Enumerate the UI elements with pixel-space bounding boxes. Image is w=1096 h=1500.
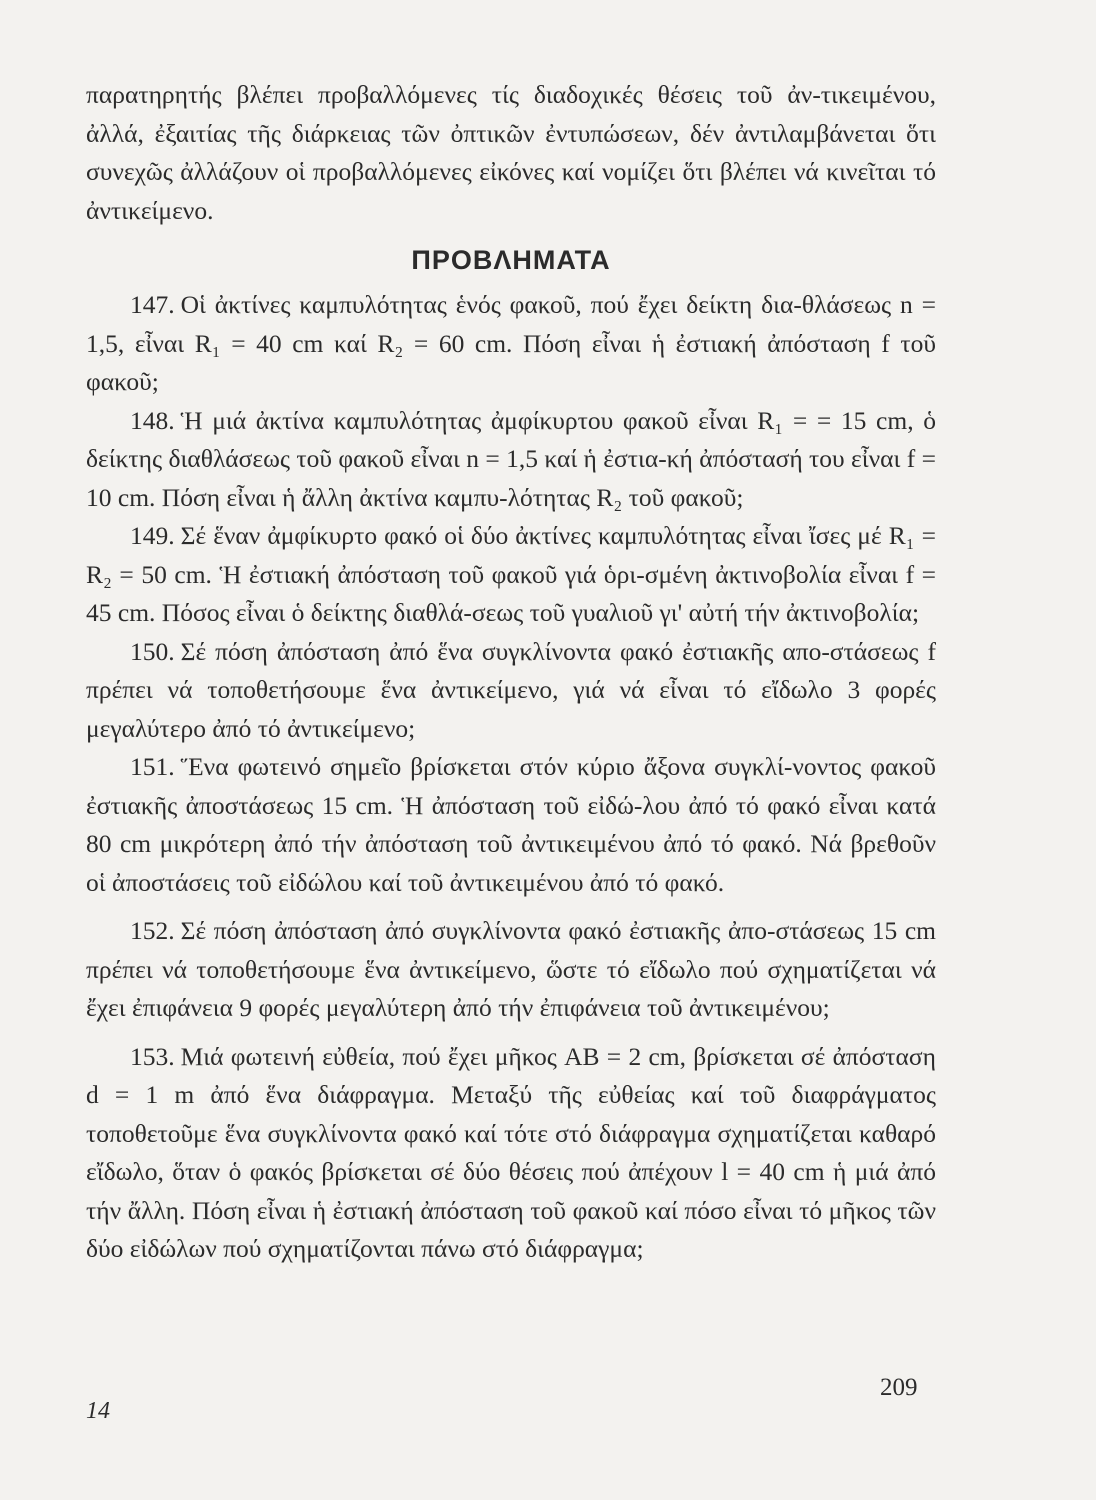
problem-text: Ἡ μιά ἀκτίνα καμπυλότητας ἀμφίκυρτου φακοῦ εἶναι R₁ = = 15 cm, ὁ δείκτης διαθλάσεως τοῦ φακοῦ εἶναι n = 1,5 καί ἡ ἐστια-κή ἀπόστασή του εἶναι f = 10 cm. Πόση εἶναι ἡ ἄλλη ἀκτίνα καμπυ-λότητας R₂ τοῦ φακοῦ; <box>86 405 936 512</box>
page-number: 209 <box>880 1374 918 1401</box>
problem-151 <box>86 748 936 902</box>
problem-153 <box>86 1038 936 1269</box>
problem-number: 148. <box>130 405 175 435</box>
problem-152 <box>86 912 936 1028</box>
problem-148 <box>86 402 936 518</box>
problem-number: 151. <box>130 752 175 781</box>
problem-149 <box>86 517 936 633</box>
problem-text: Ἕνα φωτεινό σημεῖο βρίσκεται στόν κύριο ἄξονα συγκλί-νοντος φακοῦ ἐστιακῆς ἀποστάσεως 15 cm. Ἡ ἀπόσταση τοῦ εἰδώ-λου ἀπό τό φακό εἶναι κατά 80 cm μικρότερη ἀπό τήν ἀπόσταση τοῦ ἀντικειμένου ἀπό τό φακό. Νά βρεθοῦν οἱ ἀποστάσεις τοῦ εἰδώλου καί τοῦ ἀντικειμένου ἀπό τό φακό. <box>86 752 936 897</box>
problem-text: Μιά φωτεινή εὐθεία, πού ἔχει μῆκος AB = 2 cm, βρίσκεται σέ ἀπόσταση d = 1 m ἀπό ἕνα διάφραγμα. Μεταξύ τῆς εὐθείας καί τοῦ διαφράγματος τοποθετοῦμε ἕνα συγκλίνοντα φακό καί τότε στό διάφραγμα σχηματίζεται καθαρό εἴδωλο, ὅταν ὁ φακός βρίσκεται σέ δύο θέσεις πού ἀπέχουν l = 40 cm ἡ μιά ἀπό τήν ἄλλη. Πόση εἶναι ἡ ἐστιακή ἀπόσταση τοῦ φακοῦ καί πόσο εἶναι τό μῆκος τῶν δύο εἰδώλων πού σχηματίζονται πάνω στό διάφραγμα; <box>86 1041 936 1263</box>
section-heading: ΠΡΟΒΛΗΜΑΤΑ <box>411 245 611 275</box>
problem-number: 149. <box>130 521 175 550</box>
problem-number: 152. <box>130 916 175 945</box>
problem-text: Σέ ἕναν ἀμφίκυρτο φακό οἱ δύο ἀκτίνες καμπυλότητας εἶναι ἴσες μέ R₁ = R₂ = 50 cm. Ἡ ἐστιακή ἀπόσταση τοῦ φακοῦ γιά ὁρι-σμένη ἀκτινοβολία εἶναι f = 45 cm. Πόσος εἶναι ὁ δείκτης διαθλά-σεως τοῦ γυαλιοῦ γι' αὐτή τήν ἀκτινοβολία; <box>86 521 936 627</box>
intro-paragraph: παρατηρητής βλέπει προβαλλόμενες τίς διαδοχικές θέσεις τοῦ ἀν-τικειμένου, ἀλλά, ἐξαιτίας τῆς διάρκειας τῶν ὀπτικῶν ἐντυπώσεων, δέν ἀντιλαμβάνεται ὅτι συνεχῶς ἀλλάζουν οἱ προβαλλόμενες εἰκόνες καί νομίζει ὅτι βλέπει νά κινεῖται τό ἀντικείμενο. <box>86 80 936 225</box>
problem-147 <box>86 286 936 402</box>
problem-text: Σέ πόση ἀπόσταση ἀπό ἕνα συγκλίνοντα φακό ἐστιακῆς απο-στάσεως f πρέπει νά τοποθετήσουμε ἕνα ἀντικείμενο, γιά νά εἶναι τό εἴδωλο 3 φορές μεγαλύτερο ἀπό τό ἀντικείμενο; <box>86 636 936 743</box>
problem-number: 153. <box>130 1041 175 1071</box>
signature-mark: 14 <box>86 1398 110 1424</box>
problem-number: 147. <box>130 290 175 319</box>
problem-number: 150. <box>130 636 175 666</box>
problem-text: Σέ πόση ἀπόσταση ἀπό συγκλίνοντα φακό ἐστιακῆς ἀπο-στάσεως 15 cm πρέπει νά τοποθετήσουμε ἕνα ἀντικείμενο, ὥστε τό εἴδωλο πού σχηματίζεται νά ἔχει ἐπιφάνεια 9 φορές μεγαλύτερη ἀπό τήν ἐπιφάνεια τοῦ ἀντικειμένου; <box>86 916 936 1022</box>
problem-text: Οἱ ἀκτίνες καμπυλότητας ἑνός φακοῦ, πού ἔχει δείκτη δια-θλάσεως n = 1,5, εἶναι R₁ = 40 cm καί R₂ = 60 cm. Πόση εἶναι ἡ ἐστιακή ἀπόσταση f τοῦ φακοῦ; <box>86 290 936 396</box>
problem-150 <box>86 633 936 749</box>
page-body <box>86 76 936 1269</box>
